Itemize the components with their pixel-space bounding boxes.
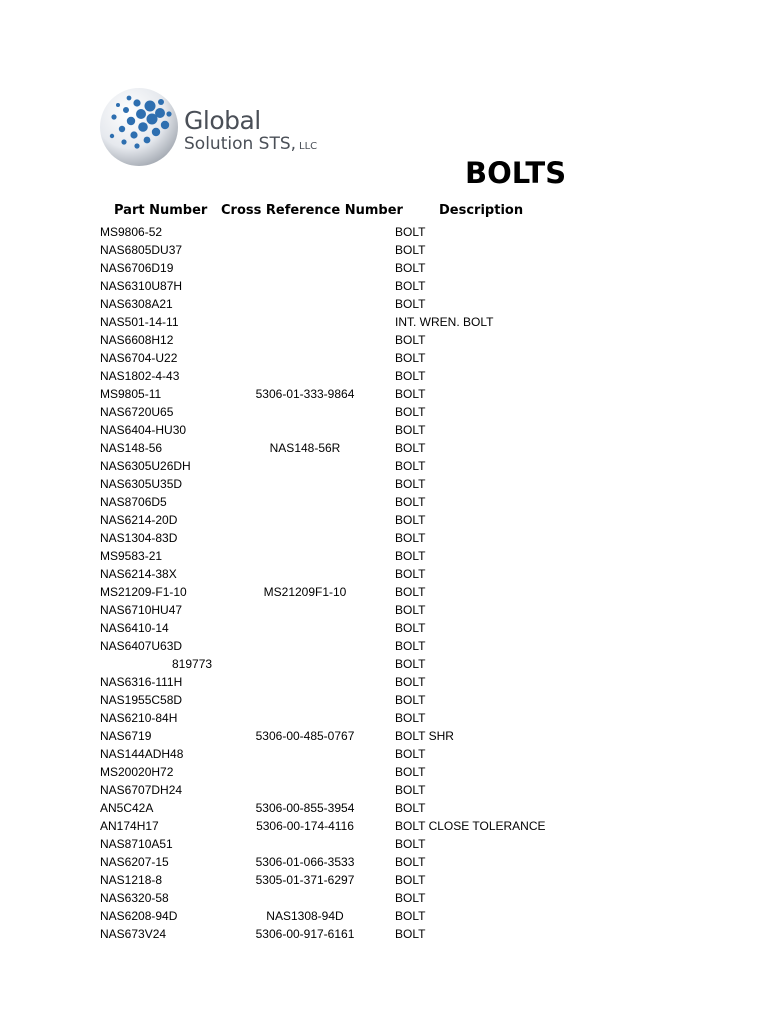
- description-cell: BOLT: [395, 909, 426, 923]
- description-cell: BOLT: [395, 675, 426, 689]
- column-header-part-number: Part Number: [114, 203, 208, 218]
- part-number-cell: NAS1218-8: [100, 873, 163, 887]
- description-cell: BOLT: [395, 333, 426, 347]
- part-number-cell: NAS6710HU47: [100, 603, 183, 617]
- part-number-cell: NAS6308A21: [100, 297, 173, 311]
- table-row: [0, 799, 768, 817]
- table-row: [0, 601, 768, 619]
- part-number-cell: NAS6208-94D: [100, 909, 178, 923]
- description-cell: BOLT: [395, 747, 426, 761]
- part-number-cell: NAS148-56: [100, 441, 163, 455]
- cross-reference-cell: 5306-01-066-3533: [255, 855, 355, 869]
- table-row: [0, 565, 768, 583]
- table-row: [0, 259, 768, 277]
- table-row: [0, 727, 768, 745]
- table-row: [0, 691, 768, 709]
- cross-reference-cell: 5306-00-485-0767: [255, 729, 355, 743]
- part-number-cell: NAS6316-111H: [100, 675, 183, 689]
- description-cell: BOLT: [395, 891, 426, 905]
- part-number-cell: NAS8710A51: [100, 837, 173, 851]
- description-cell: BOLT: [395, 927, 426, 941]
- table-row: [0, 619, 768, 637]
- cross-reference-cell: 5306-00-174-4116: [256, 819, 354, 833]
- part-number-cell: NAS673V24: [100, 927, 167, 941]
- description-cell: BOLT: [395, 297, 426, 311]
- description-cell: BOLT: [395, 225, 426, 239]
- table-row: [0, 313, 768, 331]
- part-number-cell: NAS6310U87H: [100, 279, 183, 293]
- description-cell: BOLT: [395, 405, 426, 419]
- company-logo: [98, 86, 358, 170]
- description-cell: BOLT: [395, 549, 426, 563]
- cross-reference-cell: NAS1308-94D: [266, 909, 344, 923]
- description-cell: BOLT: [395, 711, 426, 725]
- table-row: [0, 475, 768, 493]
- part-number-cell: NAS6805DU37: [100, 243, 183, 257]
- description-cell: BOLT: [395, 639, 426, 653]
- cross-reference-cell: 5306-00-855-3954: [255, 801, 355, 815]
- table-row: [0, 889, 768, 907]
- table-row: [0, 277, 768, 295]
- page-title: BOLTS: [465, 156, 567, 190]
- part-number-cell: MS9805-11: [100, 387, 162, 401]
- description-cell: BOLT: [395, 765, 426, 779]
- table-row: [0, 367, 768, 385]
- part-number-cell: NAS6404-HU30: [100, 423, 187, 437]
- description-cell: BOLT: [395, 657, 426, 671]
- description-cell: INT. WREN. BOLT: [395, 315, 494, 329]
- description-cell: BOLT: [395, 261, 426, 275]
- description-cell: BOLT: [395, 837, 426, 851]
- table-row: [0, 853, 768, 871]
- table-row: [0, 655, 768, 673]
- part-number-cell: NAS6410-14: [100, 621, 169, 635]
- description-cell: BOLT: [395, 441, 426, 455]
- cross-reference-cell: NAS148-56R: [269, 441, 341, 455]
- parts-table: [0, 223, 768, 943]
- description-cell: BOLT: [395, 387, 426, 401]
- logo-wordmark: [184, 108, 317, 157]
- part-number-cell: 819773: [172, 657, 213, 671]
- part-number-cell: MS9583-21: [100, 549, 163, 563]
- table-row: [0, 421, 768, 439]
- description-cell: BOLT: [395, 603, 426, 617]
- part-number-cell: MS9806-52: [100, 225, 163, 239]
- table-row: [0, 835, 768, 853]
- description-cell: BOLT: [395, 279, 426, 293]
- table-row: [0, 673, 768, 691]
- part-number-cell: NAS6210-84H: [100, 711, 178, 725]
- table-row: [0, 925, 768, 943]
- description-cell: BOLT: [395, 567, 426, 581]
- cross-reference-cell: MS21209F1-10: [263, 585, 347, 599]
- cross-reference-cell: 5306-01-333-9864: [255, 387, 355, 401]
- table-row: [0, 745, 768, 763]
- table-row: [0, 223, 768, 241]
- description-cell: BOLT: [395, 531, 426, 545]
- part-number-cell: NAS144ADH48: [100, 747, 184, 761]
- part-number-cell: MS20020H72: [100, 765, 174, 779]
- table-row: [0, 349, 768, 367]
- part-number-cell: NAS8706D5: [100, 495, 167, 509]
- globe-icon: [98, 86, 180, 168]
- part-number-cell: NAS6305U35D: [100, 477, 183, 491]
- logo-line-2: [184, 134, 317, 157]
- description-cell: BOLT: [395, 369, 426, 383]
- table-row: [0, 583, 768, 601]
- column-header-description: Description: [439, 203, 524, 218]
- table-row: [0, 529, 768, 547]
- table-row: [0, 871, 768, 889]
- part-number-cell: NAS6608H12: [100, 333, 174, 347]
- table-row: [0, 403, 768, 421]
- description-cell: BOLT SHR: [395, 729, 454, 743]
- table-row: [0, 385, 768, 403]
- table-row: [0, 295, 768, 313]
- description-cell: BOLT: [395, 423, 426, 437]
- column-header-cross-reference: Cross Reference Number: [221, 203, 403, 218]
- description-cell: BOLT: [395, 783, 426, 797]
- part-number-cell: NAS6320-58: [100, 891, 169, 905]
- part-number-cell: NAS6214-20D: [100, 513, 178, 527]
- description-cell: BOLT: [395, 513, 426, 527]
- part-number-cell: NAS1955C58D: [100, 693, 183, 707]
- part-number-cell: NAS6720U65: [100, 405, 174, 419]
- table-row: [0, 457, 768, 475]
- description-cell: BOLT: [395, 477, 426, 491]
- description-cell: BOLT: [395, 693, 426, 707]
- table-row: [0, 547, 768, 565]
- description-cell: BOLT: [395, 585, 426, 599]
- part-number-cell: NAS6214-38X: [100, 567, 177, 581]
- table-row: [0, 493, 768, 511]
- description-cell: BOLT: [395, 459, 426, 473]
- logo-llc: LLC: [299, 141, 318, 152]
- part-number-cell: NAS6706D19: [100, 261, 174, 275]
- part-number-cell: AN174H17: [100, 819, 159, 833]
- logo-line-1: Global: [184, 106, 261, 135]
- part-number-cell: NAS6719: [100, 729, 152, 743]
- table-row: [0, 241, 768, 259]
- cross-reference-cell: 5306-00-917-6161: [255, 927, 355, 941]
- table-header: [0, 203, 768, 221]
- description-cell: BOLT: [395, 855, 426, 869]
- description-cell: BOLT: [395, 801, 426, 815]
- part-number-cell: NAS6305U26DH: [100, 459, 191, 473]
- table-row: [0, 331, 768, 349]
- part-number-cell: NAS6407U63D: [100, 639, 183, 653]
- table-row: [0, 637, 768, 655]
- cross-reference-cell: 5305-01-371-6297: [255, 873, 355, 887]
- table-row: [0, 511, 768, 529]
- table-row: [0, 763, 768, 781]
- table-row: [0, 781, 768, 799]
- part-number-cell: NAS6707DH24: [100, 783, 183, 797]
- description-cell: BOLT CLOSE TOLERANCE: [395, 819, 546, 833]
- part-number-cell: NAS501-14-11: [100, 315, 179, 329]
- table-row: [0, 907, 768, 925]
- table-row: [0, 439, 768, 457]
- description-cell: BOLT: [395, 873, 426, 887]
- part-number-cell: NAS1304-83D: [100, 531, 178, 545]
- table-row: [0, 817, 768, 835]
- description-cell: BOLT: [395, 495, 426, 509]
- table-row: [0, 709, 768, 727]
- description-cell: BOLT: [395, 243, 426, 257]
- description-cell: BOLT: [395, 351, 426, 365]
- part-number-cell: AN5C42A: [100, 801, 154, 815]
- description-cell: BOLT: [395, 621, 426, 635]
- logo-company-name: Solution STS,: [184, 134, 297, 154]
- part-number-cell: NAS6207-15: [100, 855, 169, 869]
- part-number-cell: MS21209-F1-10: [100, 585, 187, 599]
- part-number-cell: NAS6704-U22: [100, 351, 178, 365]
- part-number-cell: NAS1802-4-43: [100, 369, 180, 383]
